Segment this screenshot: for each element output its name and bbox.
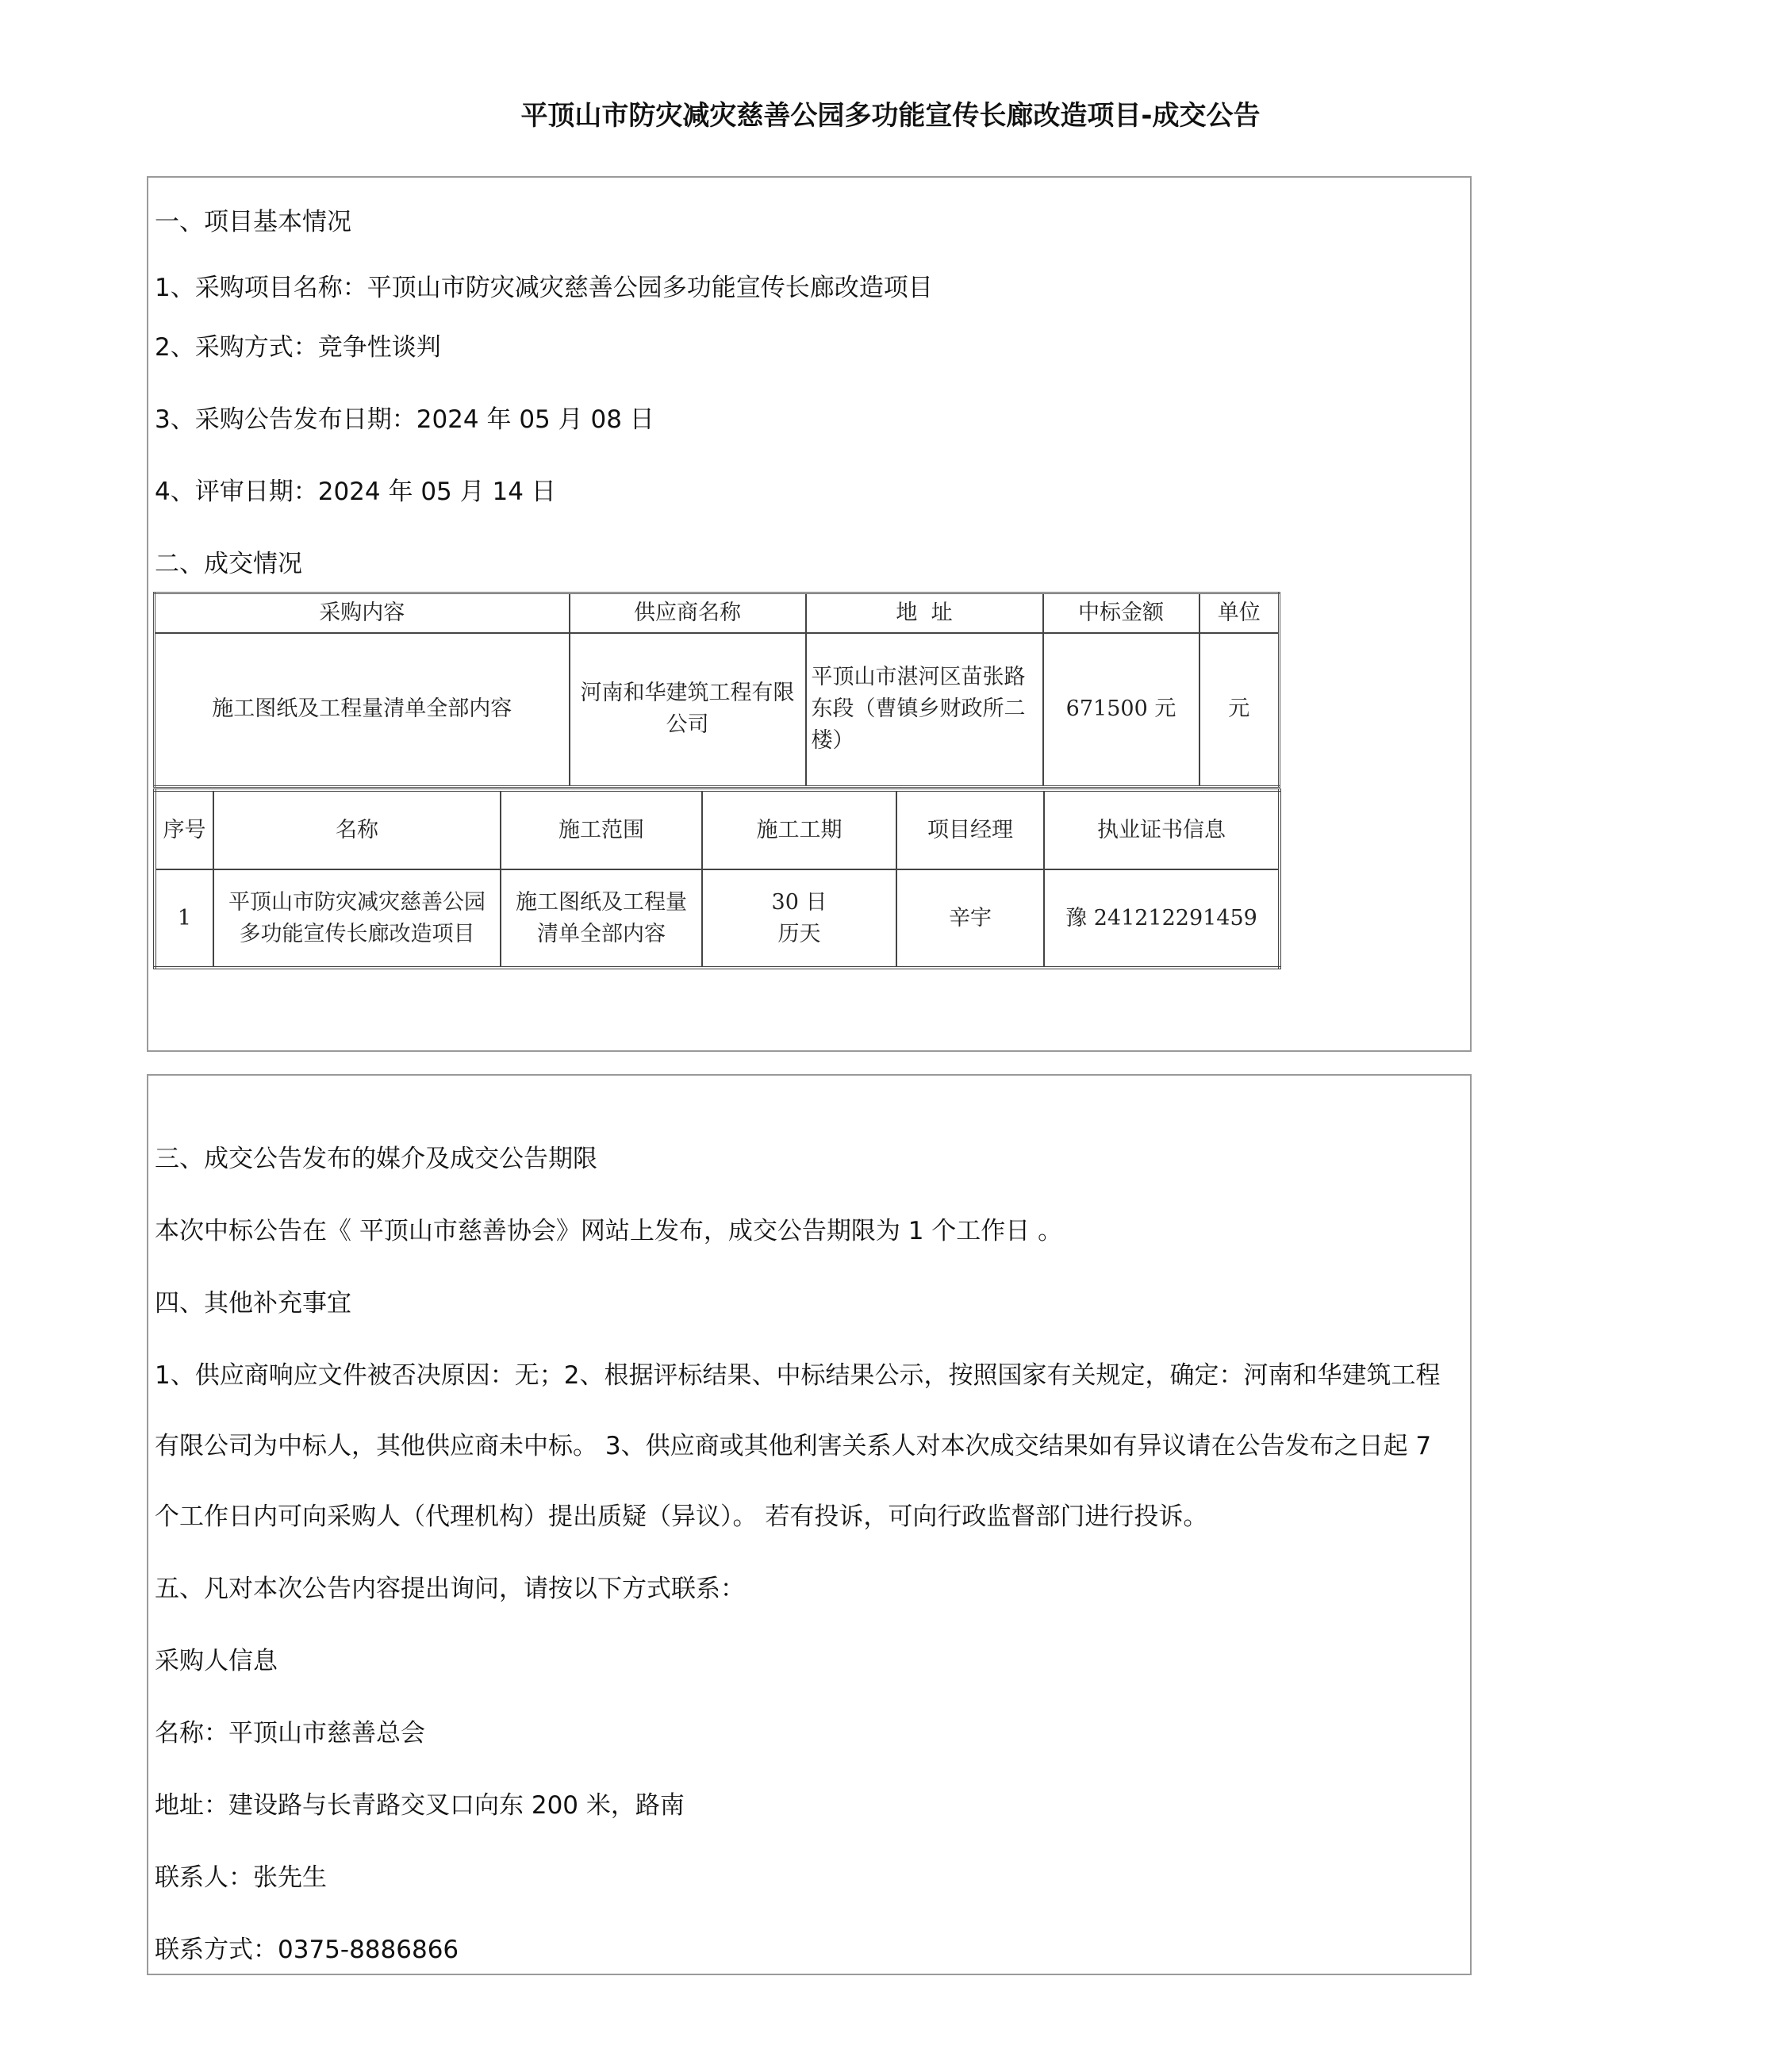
header-manager: 项目经理 [896,790,1044,869]
cell-manager: 辛宇 [896,869,1044,968]
page-title: 平顶山市防灾减灾慈善公园多功能宣传长廊改造项目-成交公告 [520,100,1261,132]
cell-content: 施工图纸及工程量清单全部内容 [155,633,570,787]
section4-line1: 1、供应商响应文件被否决原因：无；2、根据评标结果、中标结果公示，按照国家有关规定，确定：河南和华建筑工程 [155,1361,1441,1390]
purchaser-contact: 联系人：张先生 [155,1863,327,1892]
section4-heading: 四、其他补充事宜 [155,1289,351,1318]
section3-heading: 三、成交公告发布的媒介及成交公告期限 [155,1145,597,1173]
announcement-panel [147,1074,1472,1975]
purchaser-address: 地址：建设路与长青路交叉口向东 200 米，路南 [155,1791,685,1820]
cell-amount: 671500 元 [1043,633,1199,787]
cell-index: 1 [155,869,213,968]
purchaser-name: 名称：平顶山市慈善总会 [155,1719,425,1748]
section3-text: 本次中标公告在《 平顶山市慈善协会》网站上发布，成交公告期限为 1 个工作日 。 [155,1217,1063,1245]
header-address: 地 址 [806,593,1043,633]
detail-table-header [155,790,1280,869]
cell-scope: 施工图纸及工程量清单全部内容 [501,869,702,968]
section2-heading: 二、成交情况 [155,550,302,578]
project-name: 1、采购项目名称：平顶山市防灾减灾慈善公园多功能宣传长廊改造项目 [155,274,933,302]
header-scope: 施工范围 [501,790,702,869]
header-index: 序号 [155,790,213,869]
review-date: 4、评审日期：2024 年 05 月 14 日 [155,478,556,506]
purchaser-heading: 采购人信息 [155,1647,278,1675]
cell-supplier: 河南和华建筑工程有限公司 [570,633,806,787]
cell-duration [702,869,896,968]
header-duration: 施工工期 [702,790,896,869]
cell-name: 平顶山市防灾减灾慈善公园多功能宣传长廊改造项目 [213,869,501,968]
header-unit: 单位 [1199,593,1280,633]
duration-value: 30 日 [771,889,827,915]
header-certificate: 执业证书信息 [1044,790,1280,869]
cell-unit: 元 [1199,633,1280,787]
project-info-panel [147,176,1472,1052]
table-row [155,869,1280,968]
procurement-method: 2、采购方式：竞争性谈判 [155,333,441,362]
award-table [153,592,1280,788]
cell-certificate: 豫 241212291459 [1044,869,1280,968]
contract-detail-table [153,789,1281,969]
header-content: 采购内容 [155,593,570,633]
section4-line2: 有限公司为中标人，其他供应商未中标。 3、供应商或其他利害关系人对本次成交结果如有异议请在公告发布之日起 7 [155,1432,1432,1460]
header-supplier: 供应商名称 [570,593,806,633]
award-table-header [155,593,1280,633]
header-amount: 中标金额 [1043,593,1199,633]
section5-heading: 五、凡对本次公告内容提出询问，请按以下方式联系： [155,1575,745,1603]
purchaser-phone: 联系方式：0375-8886866 [155,1936,459,1964]
section4-line3: 个工作日内可向采购人（代理机构）提出质疑（异议）。 若有投诉，可向行政监督部门进行投诉。 [155,1502,1208,1531]
announcement-date: 3、采购公告发布日期：2024 年 05 月 08 日 [155,405,654,434]
section1-heading: 一、项目基本情况 [155,208,351,236]
duration-unit: 历天 [777,921,821,946]
header-name: 名称 [213,790,501,869]
cell-address: 平顶山市湛河区苗张路东段（曹镇乡财政所二楼） [806,633,1043,787]
table-row [155,633,1280,787]
